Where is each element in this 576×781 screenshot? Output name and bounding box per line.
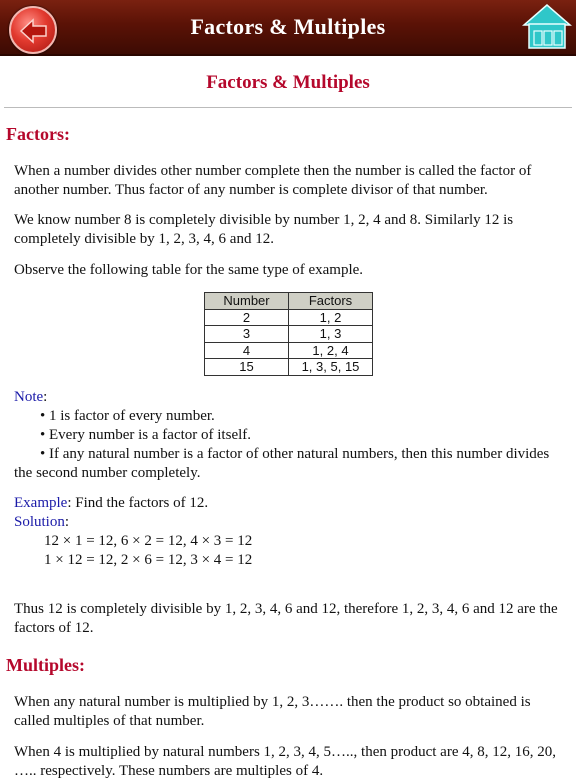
table-cell: 1, 2 (289, 309, 373, 326)
table-row (205, 309, 373, 326)
solution-label: Solution (14, 514, 65, 530)
multiples-example-text: When 4 is multiplied by natural numbers 1, 2, 3, 4, 5….., then product are 4, 8, 12, 16, 20, ….. respectively. These numbers are multiples of 4. (14, 744, 556, 779)
divider (4, 107, 572, 108)
factors-table (204, 292, 373, 376)
table-cell: 3 (205, 326, 289, 343)
factors-conclusion: Thus 12 is completely divisible by 1, 2, 3, 4, 6 and 12, therefore 1, 2, 3, 4, 6 and 12 are the factors of 12. (14, 601, 558, 636)
factors-example-text: We know number 8 is completely divisible by number 1, 2, 4 and 8. Similarly 12 is completely divisible by 1, 2, 3, 4, 6 and 12. (14, 212, 514, 247)
solution-colon: : (64, 514, 70, 530)
table-row (205, 359, 373, 376)
note-item: • If any natural number is a factor of other natural numbers, then this number divides (40, 446, 550, 462)
factors-table-intro: Observe the following table for the same type of example. (14, 262, 364, 278)
table-cell: 1, 2, 4 (289, 342, 373, 359)
example-text: : Find the factors of 12. (67, 495, 209, 511)
note-colon: : (43, 389, 48, 405)
solution-line: 12 × 1 = 12, 6 × 2 = 12, 4 × 3 = 12 (44, 533, 253, 549)
table-cell: 1, 3, 5, 15 (289, 359, 373, 376)
note-label: Note (14, 389, 44, 405)
page-title: Factors & Multiples (206, 72, 370, 93)
solution-heading (14, 513, 69, 532)
home-icon (522, 3, 572, 51)
solution-line: 1 × 12 = 12, 2 × 6 = 12, 3 × 4 = 12 (44, 552, 253, 568)
home-button[interactable] (522, 3, 572, 51)
note-item: • Every number is a factor of itself. (40, 427, 252, 443)
table-row (205, 326, 373, 343)
example-label: Example (14, 495, 68, 511)
app-title: Factors & Multiples (190, 14, 386, 39)
note-item-continuation: the second number completely. (14, 465, 201, 481)
table-cell: 4 (205, 342, 289, 359)
table-row (205, 342, 373, 359)
column-header-number: Number (205, 293, 289, 310)
table-cell: 2 (205, 309, 289, 326)
section-title-factors: Factors: (6, 124, 70, 144)
section-title-multiples: Multiples: (6, 655, 85, 675)
note-heading (14, 388, 47, 407)
note-item: • 1 is factor of every number. (40, 408, 215, 424)
multiples-definition: When any natural number is multiplied by 1, 2, 3……. then the product so obtained is called multiples of that number. (14, 694, 531, 729)
example-line (14, 494, 208, 513)
column-header-factors: Factors (289, 293, 373, 310)
factors-definition: When a number divides other number complete then the number is called the factor of another number. Thus factor of any number is complete divisor of that number. (14, 163, 532, 198)
table-header-row (205, 293, 373, 310)
top-bar (0, 0, 576, 56)
table-cell: 1, 3 (289, 326, 373, 343)
table-cell: 15 (205, 359, 289, 376)
